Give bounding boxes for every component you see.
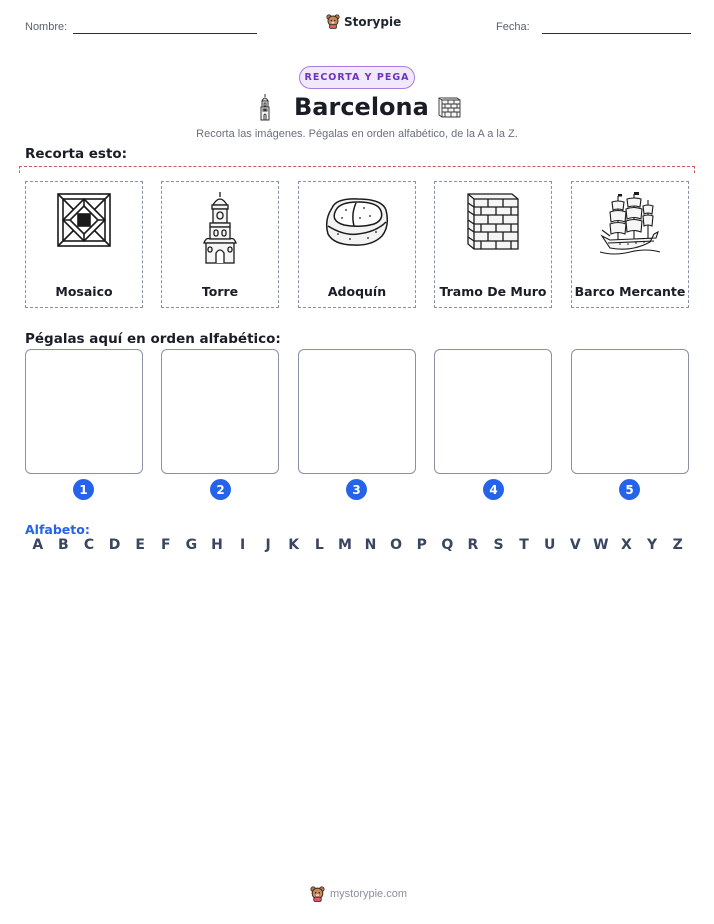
- brand-name: Storypie: [344, 14, 402, 29]
- paste-slot[interactable]: [298, 349, 416, 474]
- bear-mascot-icon: [326, 14, 340, 29]
- footer: [310, 886, 407, 902]
- bear-mascot-icon: [310, 886, 325, 902]
- slot-number-badge: 2: [210, 479, 231, 500]
- mosaic-tile-icon: [56, 192, 112, 252]
- cut-card[interactable]: [25, 181, 143, 308]
- card-label: Torre: [201, 284, 239, 299]
- brand-logo: [326, 14, 401, 29]
- alphabet-letter: G: [185, 537, 198, 553]
- date-label: Fecha:: [496, 21, 530, 33]
- sailing-ship-icon: [598, 192, 662, 262]
- alphabet-letter: C: [83, 537, 95, 553]
- alphabet-row: [25, 537, 690, 553]
- activity-badge: RECORTA Y PEGA: [299, 66, 415, 89]
- brick-wall-icon: [437, 95, 461, 123]
- name-label: Nombre:: [25, 21, 68, 33]
- alphabet-letter: D: [108, 537, 121, 553]
- card-label: Barco Mercante: [574, 284, 686, 299]
- name-line[interactable]: [73, 33, 257, 34]
- alphabet-letter: H: [211, 537, 223, 553]
- slot-number-badge: 4: [483, 479, 504, 500]
- tower-icon: [200, 191, 240, 269]
- alphabet-letter: F: [160, 537, 171, 553]
- alphabet-letter: M: [337, 537, 352, 553]
- date-line[interactable]: [542, 33, 691, 34]
- card-label: Adoquín: [327, 284, 387, 299]
- card-label: Mosaico: [55, 284, 113, 299]
- paste-slot[interactable]: [571, 349, 689, 474]
- paste-slot[interactable]: [161, 349, 279, 474]
- alphabet-letter: X: [621, 537, 632, 553]
- alphabet-letter: I: [239, 537, 246, 553]
- tower-icon: [257, 93, 273, 125]
- alphabet-letter: V: [569, 537, 581, 553]
- alphabet-letter: Q: [441, 537, 454, 553]
- cut-heading: Recorta esto:: [25, 146, 128, 162]
- slot-number-badge: 3: [346, 479, 367, 500]
- alphabet-letter: R: [467, 537, 479, 553]
- alphabet-letter: N: [364, 537, 377, 553]
- alphabet-heading: Alfabeto:: [25, 522, 90, 537]
- alphabet-letter: Y: [646, 537, 658, 553]
- alphabet-letter: K: [288, 537, 300, 553]
- alphabet-letter: Z: [672, 537, 683, 553]
- cut-line: [19, 166, 695, 173]
- footer-site-link[interactable]: mystorypie.com: [330, 888, 408, 900]
- cut-card[interactable]: [161, 181, 279, 308]
- page-title: Barcelona: [294, 93, 429, 121]
- paste-heading: Pégalas aquí en orden alfabético:: [25, 331, 281, 347]
- cut-card[interactable]: [571, 181, 689, 308]
- alphabet-letter: W: [593, 537, 609, 553]
- slot-number-badge: 5: [619, 479, 640, 500]
- brick-wall-icon: [465, 191, 521, 255]
- alphabet-letter: T: [519, 537, 529, 553]
- cobblestone-icon: [324, 196, 390, 252]
- alphabet-letter: P: [416, 537, 427, 553]
- slot-number-badge: 1: [73, 479, 94, 500]
- alphabet-letter: L: [314, 537, 324, 553]
- alphabet-letter: E: [135, 537, 145, 553]
- cut-card[interactable]: [298, 181, 416, 308]
- alphabet-letter: J: [265, 537, 271, 553]
- paste-slot[interactable]: [25, 349, 143, 474]
- alphabet-letter: S: [493, 537, 504, 553]
- alphabet-letter: U: [543, 537, 556, 553]
- card-label: Tramo De Muro: [439, 284, 547, 299]
- alphabet-letter: A: [32, 537, 44, 553]
- alphabet-letter: B: [58, 537, 69, 553]
- paste-slot[interactable]: [434, 349, 552, 474]
- alphabet-letter: O: [390, 537, 403, 553]
- instructions-text: Recorta las imágenes. Pégalas en orden alfabético, de la A a la Z.: [196, 128, 518, 140]
- cut-card[interactable]: [434, 181, 552, 308]
